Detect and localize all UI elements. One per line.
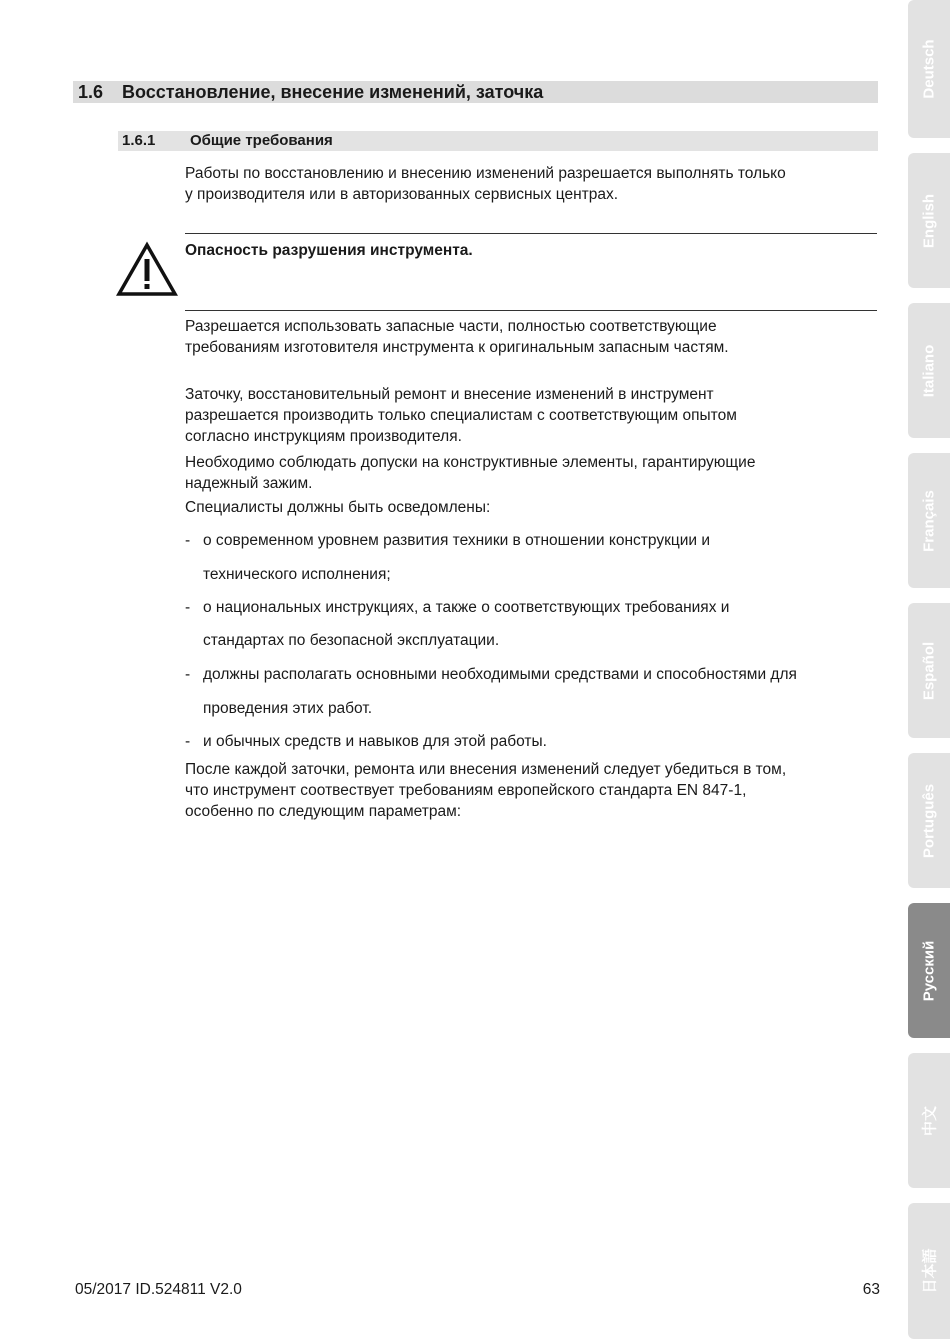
intro-line: Работы по восстановлению и внесению изменений разрешается выполнять только [185, 165, 786, 182]
intro-paragraph [185, 163, 875, 205]
list-item-line: о современном уровнем развития техники в отношении конструкции и [203, 532, 711, 549]
language-tab-chinese[interactable] [908, 1053, 950, 1188]
warning-triangle-icon [116, 241, 178, 297]
section-number: 1.6 [78, 82, 104, 102]
warning-title: Опасность разрушения инструмента. [185, 242, 473, 259]
list-bullet: - [185, 532, 191, 549]
subsection-title: Общие требования [190, 132, 333, 149]
language-tab-francais[interactable] [908, 453, 950, 588]
text-line: разрешается производить только специалистам с соответствующим опытом [185, 407, 737, 424]
list-item-line: технического исполнения; [203, 566, 391, 583]
text-line: Заточку, восстановительный ремонт и внесение изменений в инструмент [185, 386, 714, 403]
warning-top-rule [185, 233, 877, 234]
list-bullet: - [185, 733, 191, 750]
text-line: Разрешается использовать запасные части, полностью соответствующие [185, 318, 717, 335]
list-item-line: о национальных инструкциях, а также о соответствующих требованиях и [203, 599, 730, 616]
list-bullet: - [185, 599, 191, 616]
language-tab-russian[interactable] [908, 903, 950, 1038]
page-number: 63 [862, 1281, 880, 1298]
text-line: надежный зажим. [185, 475, 313, 492]
tab-label: 中文 [921, 1105, 939, 1136]
list-bullet: - [185, 666, 191, 683]
list-item-line: и обычных средств и навыков для этой работы. [203, 733, 547, 750]
footer-doc-id: 05/2017 ID.524811 V2.0 [75, 1281, 242, 1298]
list-item-line: проведения этих работ. [203, 700, 373, 717]
language-tab-english[interactable] [908, 153, 950, 288]
tab-label: Español [920, 641, 938, 700]
text-line: что инструмент соотвествует требованиям европейского стандарта EN 847-1, [185, 782, 747, 799]
tab-label: Italiano [920, 344, 938, 397]
tab-label: English [920, 193, 938, 248]
section-heading [73, 81, 878, 103]
language-tab-deutsch[interactable] [908, 0, 950, 138]
paragraph-spare-parts [185, 316, 875, 358]
intro-line: у производителя или в авторизованных сервисных центрах. [185, 186, 619, 203]
text-line: согласно инструкциям производителя. [185, 428, 462, 445]
paragraph-specialists [185, 384, 875, 447]
language-tab-espanol[interactable] [908, 603, 950, 738]
tab-label: Русский [920, 940, 938, 1001]
text-line: требованиям изготовителя инструмента к оригинальным запасным частям. [185, 339, 729, 356]
paragraph-tolerances [185, 452, 875, 494]
text-line: Необходимо соблюдать допуски на конструктивные элементы, гарантирующие [185, 454, 756, 471]
language-tab-portugues[interactable] [908, 753, 950, 888]
language-tab-japanese[interactable] [908, 1203, 950, 1339]
paragraph-informed: Специалисты должны быть осведомлены: [185, 499, 491, 516]
warning-bottom-rule [185, 310, 877, 311]
list-item-line: должны располагать основными необходимыми средствами и способностями для [203, 666, 797, 683]
language-tab-italiano[interactable] [908, 303, 950, 438]
section-title: Восстановление, внесение изменений, заточка [122, 82, 544, 102]
list-item-line: стандартах по безопасной эксплуатации. [203, 632, 500, 649]
text-line: После каждой заточки, ремонта или внесения изменений следует убедиться в том, [185, 761, 787, 778]
text-line: особенно по следующим параметрам: [185, 803, 462, 820]
subsection-number: 1.6.1 [122, 132, 156, 149]
tab-label: Português [920, 783, 938, 858]
tab-label: Français [920, 489, 938, 552]
tab-label: Deutsch [920, 39, 938, 99]
tab-label: 日本語 [921, 1248, 939, 1294]
paragraph-after-sharpening [185, 759, 875, 822]
subsection-heading [118, 131, 878, 151]
